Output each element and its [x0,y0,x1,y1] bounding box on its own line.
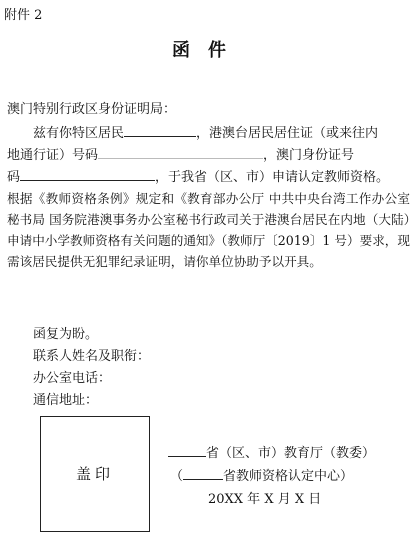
seal-box [40,416,150,532]
signature-line-2 [170,465,353,484]
line1-rest-text: ，港澳台居民居住证（或来往内 [196,126,379,141]
resident-name-blank[interactable] [124,124,196,137]
signature-paren-open: （ [170,469,184,484]
letter-paragraph: 根据《教师资格条例》规定和《教育部办公厅 中共中央台湾工作办公室秘书局 国务院港澳事务办公室秘书行政司关于港澳台居民在内地（大陆）申请中小学教师资格有关问题的通知》（教师厅〔2019〕1 号）要求，现需该居民提供无犯罪纪录证明，请你单位协助予以开具。 [7,191,410,269]
letter-line-1 [33,124,378,142]
page-title: 函件 [172,40,244,61]
recipient-line: 澳门特别行政区身份证明局： [7,102,177,117]
province-blank[interactable] [168,444,206,457]
letter-line-3 [7,168,389,186]
signature-center: 省教师资格认定中心） [223,469,354,484]
attachment-label: 附件 2 [4,8,43,23]
permit-number-blank[interactable] [98,146,263,159]
address-label: 通信地址： [33,393,99,408]
closing-line: 函复为盼。 [33,327,99,342]
line1-start-text: 兹有你特区居民 [33,126,125,141]
line3-start-text: 码 [7,170,21,185]
letter-line-2 [7,146,354,164]
line2-rest-text: ，澳门身份证号 [263,148,355,163]
office-phone-label: 办公室电话： [33,371,112,386]
signature-date: 20XX 年 X 月 X 日 [208,492,322,507]
signature-issuer: 省（区、市）教育厅（教委） [206,446,376,461]
province-center-blank[interactable] [183,467,223,480]
contact-name-label: 联系人姓名及职衔： [33,349,151,364]
seal-label: 盖印 [75,465,114,483]
signature-line-1 [168,442,375,461]
macau-id-blank[interactable] [20,168,155,181]
line3-rest-text: ，于我省（区、市）申请认定教师资格。 [155,170,390,185]
line2-start-text: 地通行证）号码 [7,148,99,163]
